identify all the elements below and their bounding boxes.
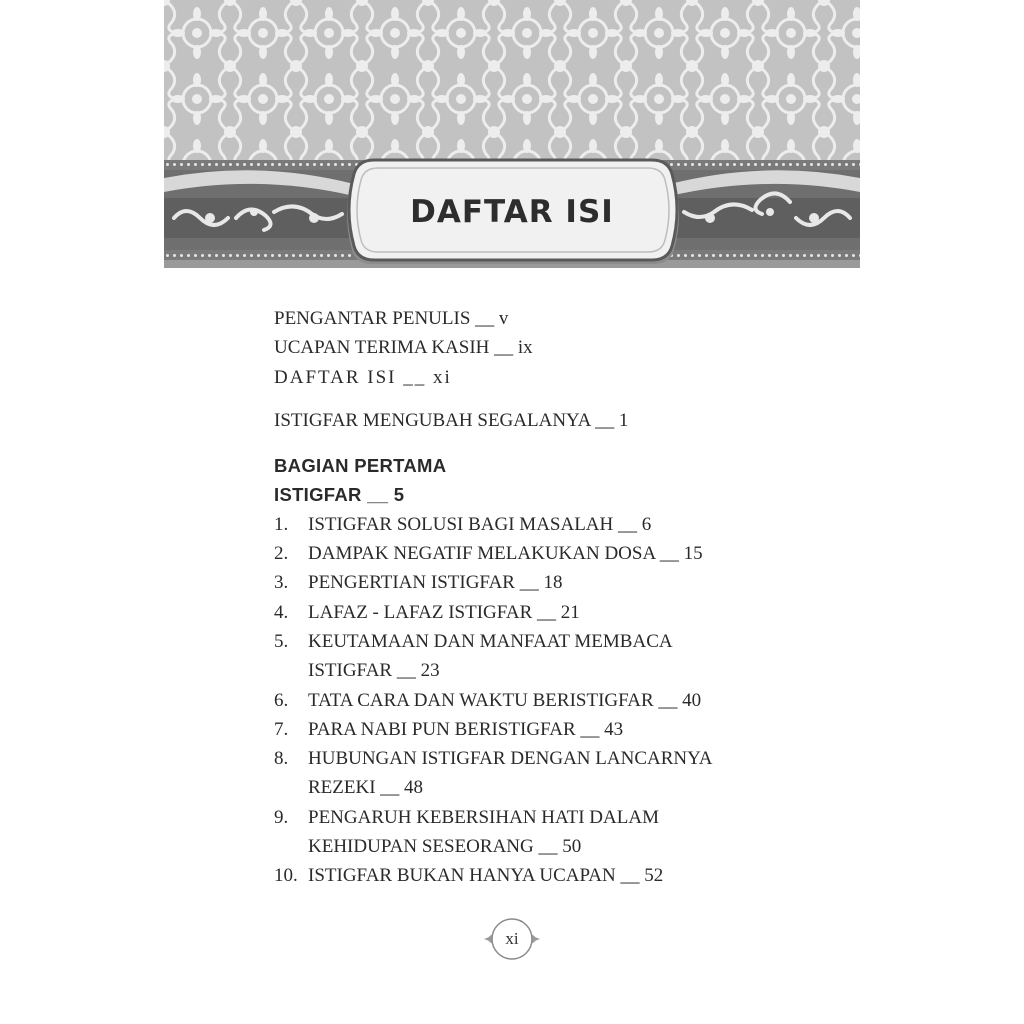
toc-item[interactable] [274,861,754,890]
toc-item-number: 10. [274,865,298,887]
book-page [164,0,860,1024]
page-title: DAFTAR ISI [410,194,614,230]
toc-item[interactable] [274,568,754,597]
toc-item-number: 1. [274,513,289,535]
toc-item[interactable] [274,510,754,539]
toc-item[interactable] [274,539,754,568]
title-plate [352,158,672,266]
toc-item-number: 9. [274,806,289,828]
toc-item-number: 5. [274,630,289,652]
section-subheading[interactable]: ISTIGFAR __ 5 [274,484,405,506]
toc-entry-ucapan[interactable]: UCAPAN TERIMA KASIH __ ix [274,337,533,359]
spacer [274,435,754,451]
toc-item[interactable] [274,686,754,715]
toc-item-number: 7. [274,718,289,740]
section-heading: BAGIAN PERTAMA [274,455,447,477]
toc-item-text: KEUTAMAAN DAN MANFAAT MEMBACA ISTIGFAR __ 23 [308,630,672,682]
toc-item-text: PARA NABI PUN BERISTIGFAR __ 43 [308,718,624,740]
page-number: xi [505,929,519,948]
spacer [274,392,754,406]
toc-item[interactable] [274,715,754,744]
toc-item-text: ISTIGFAR SOLUSI BAGI MASALAH __ 6 [308,513,652,535]
toc-item[interactable] [274,744,754,803]
toc-entry-intro[interactable]: ISTIGFAR MENGUBAH SEGALANYA __ 1 [274,409,629,431]
toc-item[interactable] [274,803,754,862]
toc-item-text: ISTIGFAR BUKAN HANYA UCAPAN __ 52 [308,865,664,887]
toc-item-text: HUBUNGAN ISTIGFAR DENGAN LANCARNYA REZEKI __ 48 [308,748,712,799]
toc-entry-pengantar[interactable]: PENGANTAR PENULIS __ v [274,308,509,329]
toc-item-text: LAFAZ - LAFAZ ISTIGFAR __ 21 [308,601,580,623]
toc-entry-daftar-isi[interactable]: DAFTAR ISI __ xi [274,366,452,388]
toc-item-text: TATA CARA DAN WAKTU BERISTIGFAR __ 40 [308,689,702,711]
toc-item-number: 6. [274,689,289,711]
toc-item-number: 2. [274,543,289,565]
toc-item-number: 4. [274,601,289,623]
toc-item-number: 3. [274,572,289,594]
toc-item-text: PENGERTIAN ISTIGFAR __ 18 [308,572,563,594]
toc-item-text: PENGARUH KEBERSIHAN HATI DALAM KEHIDUPAN SESEORANG __ 50 [308,806,659,858]
table-of-contents [274,304,754,891]
toc-item-text: DAMPAK NEGATIF MELAKUKAN DOSA __ 15 [308,543,703,565]
toc-item[interactable] [274,598,754,627]
ornamental-header-banner [164,0,860,268]
toc-item-number: 8. [274,748,289,770]
page-number-ornament [482,916,542,962]
toc-item[interactable] [274,627,754,686]
